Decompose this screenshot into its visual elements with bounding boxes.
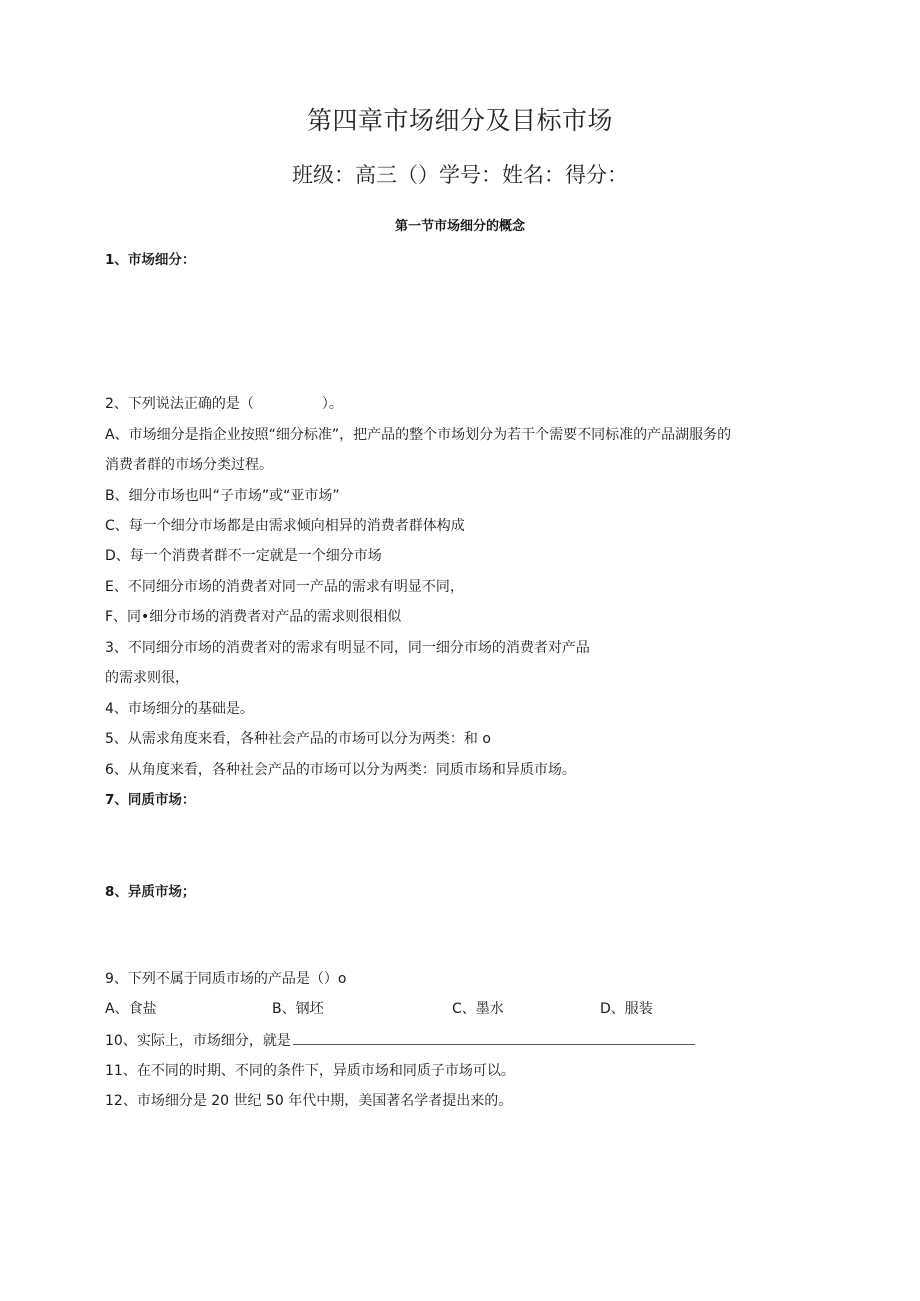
chapter-title: 第四章市场细分及目标市场 — [306, 106, 613, 135]
question-9-option-d: D、服装 — [600, 1001, 653, 1017]
question-2-option-a-line2: 消费者群的市场分类过程。 — [105, 457, 273, 473]
question-1-label: 1、市场细分： — [105, 252, 196, 268]
answer-underline-blank[interactable] — [293, 1030, 695, 1045]
question-3-line1: 3、不同细分市场的消费者对的需求有明显不同，同一细分市场的消费者对产品 — [105, 640, 590, 656]
question-3-line2: 的需求则很， — [105, 670, 189, 686]
question-2-option-c: C、每一个细分市场都是由需求倾向相异的消费者群体构成 — [105, 518, 465, 534]
question-2-option-f: F、同•细分市场的消费者对产品的需求则很相似 — [105, 609, 402, 625]
question-2-option-a-line1: A、市场细分是指企业按照“细分标准”，把产品的整个市场划分为若干个需要不同标准的产品湖服务的 — [105, 427, 732, 443]
question-4: 4、市场细分的基础是。 — [105, 701, 254, 717]
question-2-option-d: D、每一个消费者群不一定就是一个细分市场 — [105, 548, 382, 564]
question-2-option-b: B、细分市场也叫“子市场”或“亚市场” — [105, 488, 340, 504]
question-12: 12、市场细分是 20 世纪 50 年代中期，美国著名学者提出来的。 — [105, 1093, 513, 1109]
question-5: 5、从需求角度来看，各种社会产品的市场可以分为两类：和 o — [105, 731, 491, 747]
question-9-stem: 9、下列不属于同质市场的产品是（）o — [105, 971, 347, 987]
question-2-stem-prefix: 2、下列说法正确的是（ — [105, 396, 254, 412]
question-8-label: 8、异质市场； — [105, 884, 196, 900]
question-10-text: 10、实际上，市场细分，就是 — [105, 1033, 291, 1049]
question-2-option-e: E、不同细分市场的消费者对同一产品的需求有明显不同， — [105, 579, 464, 595]
student-info-line: 班级：高三（）学号：姓名：得分： — [292, 163, 628, 187]
question-9-option-a: A、食盐 — [105, 1001, 157, 1017]
question-2-stem — [105, 394, 343, 414]
question-6: 6、从角度来看，各种社会产品的市场可以分为两类：同质市场和异质市场。 — [105, 762, 576, 778]
question-10 — [105, 1030, 695, 1051]
question-9-option-c: C、墨水 — [452, 1001, 504, 1017]
question-11: 11、在不同的时期、不同的条件下，异质市场和同质子市场可以。 — [105, 1063, 515, 1079]
section-title: 第一节市场细分的概念 — [394, 219, 525, 234]
question-2-stem-suffix: ）。 — [321, 396, 343, 412]
question-9-option-b: B、钢坯 — [272, 1001, 324, 1017]
question-7-label: 7、同质市场： — [105, 792, 196, 808]
